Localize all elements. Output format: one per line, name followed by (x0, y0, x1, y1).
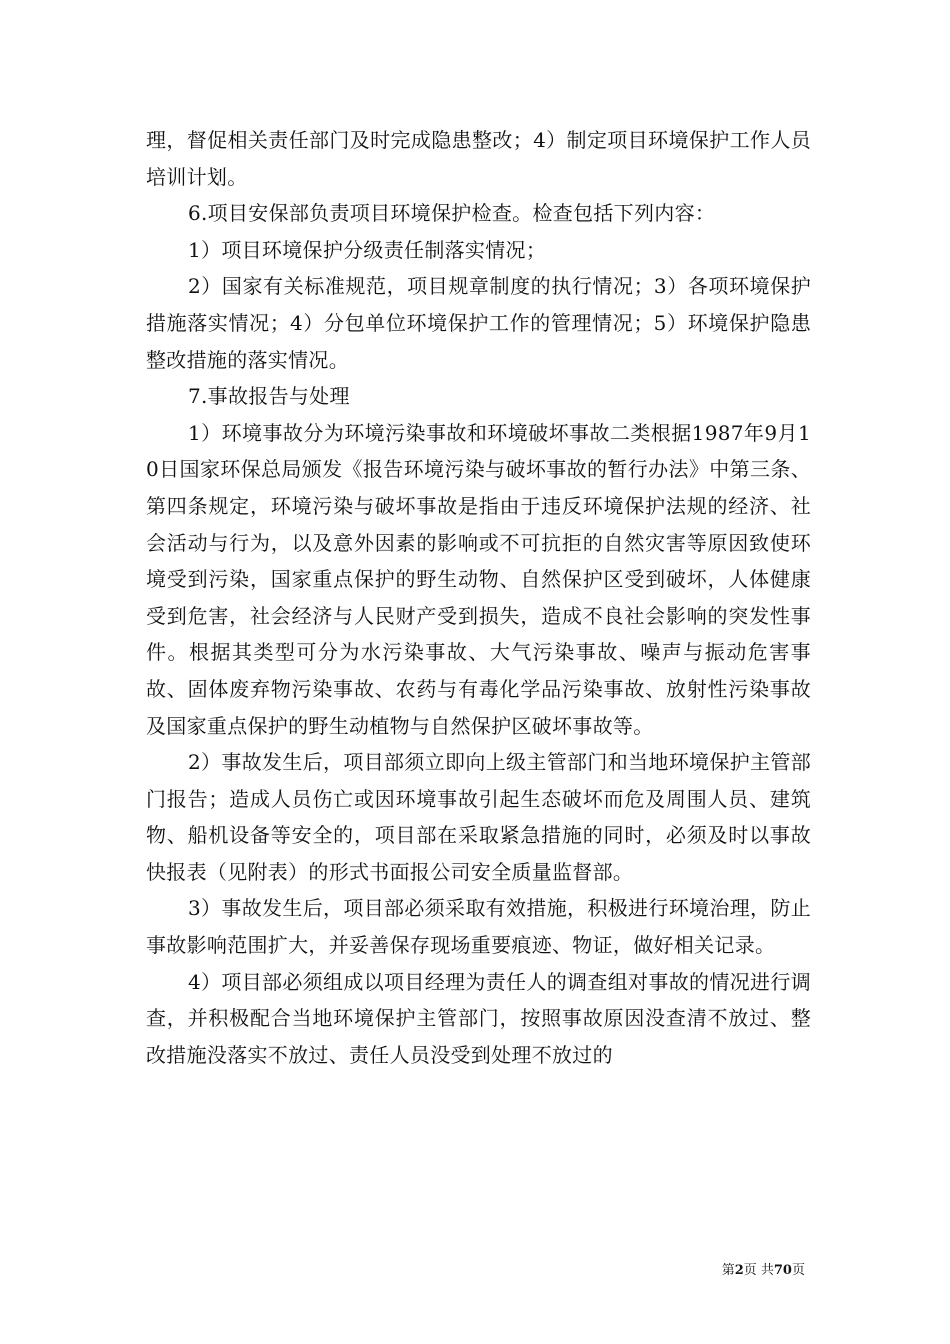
paragraph-item-6: 6.项目安保部负责项目环境保护检查。检查包括下列内容： (188, 201, 716, 226)
paragraph-accident-4: 4）项目部必须组成以项目经理为责任人的调查组对事故的情况进行调查，并积极配合当地环境保护主管部门，按照事故原因没查清不放过、整改措施没落实不放过、责任人员没受到处理不放过的 (146, 969, 811, 1067)
paragraph-check-2-5: 2）国家有关标准规范，项目规章制度的执行情况；3）各项环境保护措施落实情况；4）分包单位环境保护工作的管理情况；5）环境保护隐患整改措施的落实情况。 (146, 274, 811, 372)
paragraph-continuation: 理，督促相关责任部门及时完成隐患整改；4）制定项目环境保护工作人员培训计划。 (146, 128, 811, 189)
document-body (146, 122, 811, 1073)
current-page-number: 2 (734, 1263, 744, 1278)
page-suffix: 页 (791, 1263, 805, 1278)
page-prefix: 第 (721, 1263, 735, 1278)
page-number-label (722, 1261, 805, 1281)
paragraph-accident-3: 3）事故发生后，项目部必须采取有效措施，积极进行环境治理，防止事故影响范围扩大，并妥善保存现场重要痕迹、物证，做好相关记录。 (146, 896, 811, 958)
paragraph-accident-1: 1）环境事故分为环境污染事故和环境破坏事故二类根据1987年9月10日国家环保总局颁发《报告环境污染与破坏事故的暂行办法》中第三条、第四条规定，环境污染与破坏事故是指由于违反环境保护法规的经济、社会活动与行为，以及意外因素的影响或不可抗拒的自然灾害等原因致使环境受到污染，国家重点保护的野生动物、自然保护区受到破坏，人体健康受到危害，社会经济与人民财产受到损失，造成不良社会影响的突发性事件。根据其类型可分为水污染事故、大气污染事故、噪声与振动危害事故、固体废弃物污染事故、农药与有毒化学品污染事故、放射性污染事故及国家重点保护的野生动植物与自然保护区破坏事故等。 (146, 420, 811, 738)
section-heading-accident-report: 7.事故报告与处理 (188, 384, 350, 409)
paragraph-check-1: 1）项目环境保护分级责任制落实情况； (188, 237, 547, 262)
paragraph-accident-2: 2）事故发生后，项目部须立即向上级主管部门和当地环境保护主管部门报告；造成人员伤亡或因环境事故引起生态破坏而危及周围人员、建筑物、船机设备等安全的，项目部在采取紧急措施的同时，必须及时以事故快报表（见附表）的形式书面报公司安全质量监督部。 (146, 750, 811, 884)
total-pages-number: 70 (773, 1263, 792, 1278)
page-footer (0, 1261, 950, 1281)
page-middle: 页 共 (743, 1263, 774, 1278)
